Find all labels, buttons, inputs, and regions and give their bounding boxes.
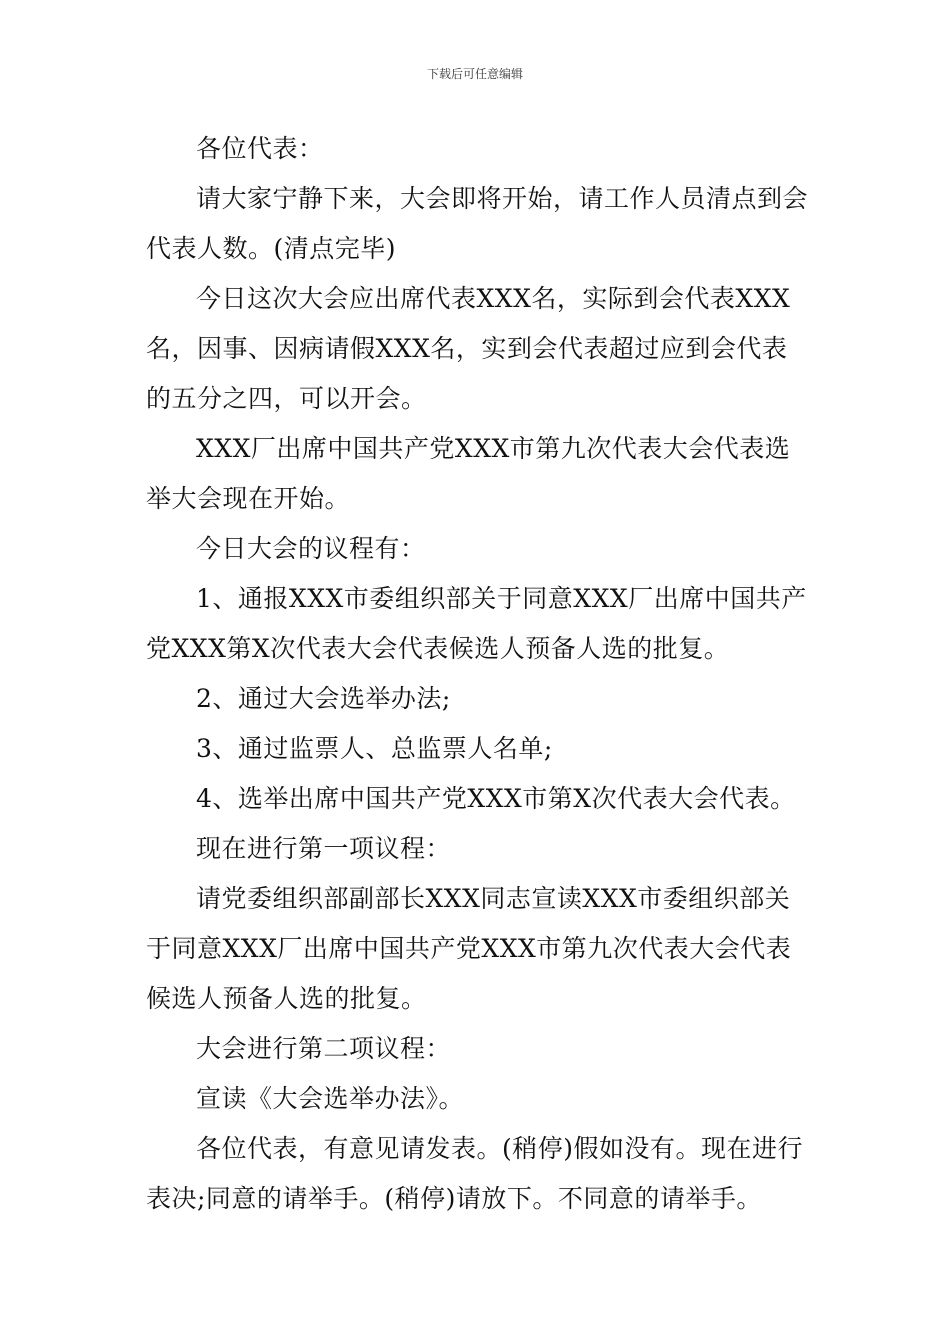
agenda-item-4: 4、选举出席中国共产党XXX市第X次代表大会代表。 bbox=[196, 784, 796, 813]
paragraph-vote: 各位代表，有意见请发表。(稍停)假如没有。现在进行表决;同意的请举手。(稍停)请放下。不同意的请举手。 bbox=[146, 1134, 804, 1213]
paragraph-read-rules: 宣读《大会选举办法》。 bbox=[196, 1084, 465, 1113]
agenda-item-3: 3、通过监票人、总监票人名单; bbox=[196, 734, 553, 763]
paragraph-second-item: 大会进行第二项议程： bbox=[196, 1034, 452, 1063]
paragraph-call-to-order: 请大家宁静下来，大会即将开始，请工作人员清点到会代表人数。(清点完毕) bbox=[146, 184, 809, 263]
paragraph-opening: XXX厂出席中国共产党XXX市第九次代表大会代表选举大会现在开始。 bbox=[146, 434, 791, 513]
paragraph-first-item: 现在进行第一项议程： bbox=[196, 834, 452, 863]
paragraph-agenda-intro: 今日大会的议程有： bbox=[196, 534, 426, 563]
paragraph-attendance: 今日这次大会应出席代表XXX名，实际到会代表XXX名，因事、因病请假XXX名，实到会代表超过应到会代表的五分之四，可以开会。 bbox=[146, 284, 791, 413]
header-note: 下载后可任意编辑 bbox=[426, 67, 523, 81]
agenda-item-1: 1、通报XXX市委组织部关于同意XXX厂出席中国共产党XXX第X次代表大会代表候选人预备人选的批复。 bbox=[146, 584, 807, 663]
paragraph-first-item-detail: 请党委组织部副部长XXX同志宣读XXX市委组织部关于同意XXX厂出席中国共产党XXX市第九次代表大会代表候选人预备人选的批复。 bbox=[146, 884, 792, 1013]
agenda-item-2: 2、通过大会选举办法; bbox=[196, 684, 451, 713]
document-body bbox=[146, 124, 810, 1224]
paragraph-salutation: 各位代表： bbox=[196, 134, 324, 163]
